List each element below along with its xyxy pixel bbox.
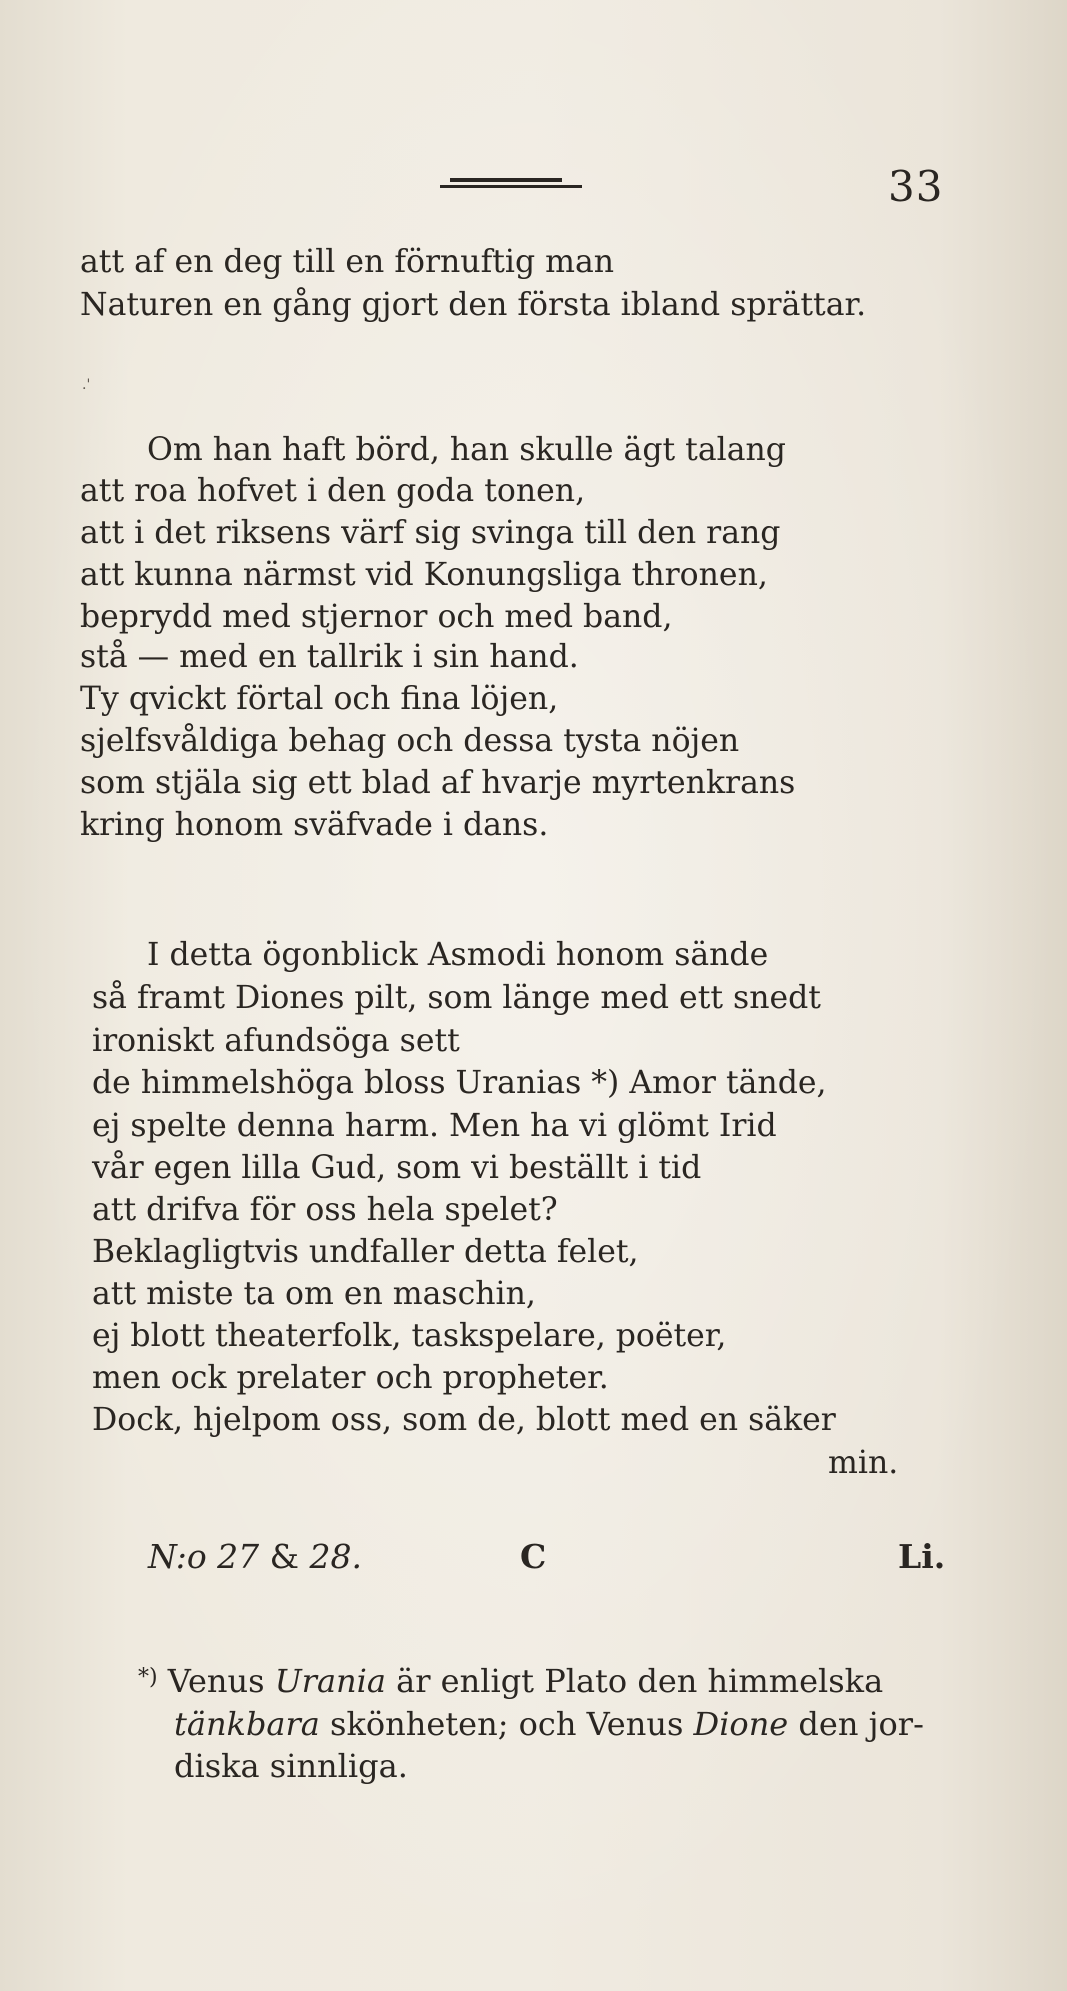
poem-line: som stjäla sig ett blad af hvarje myrtenkrans xyxy=(80,765,796,801)
footnote-line: diska sinnliga. xyxy=(174,1747,408,1785)
poem-line: Ty qvickt förtal och fina löjen, xyxy=(80,681,559,717)
poem-line: att drifva för oss hela spelet? xyxy=(92,1192,558,1228)
poem-line: de himmelshöga bloss Uranias *) Amor tände, xyxy=(92,1065,827,1101)
catchword: Li. xyxy=(898,1537,946,1576)
poem-line: stå — med en tallrik i sin hand. xyxy=(80,639,579,675)
poem-line: att roa hofvet i den goda tonen, xyxy=(80,473,586,509)
header-rule xyxy=(440,178,582,192)
poem-line: att kunna närmst vid Konungsliga thronen, xyxy=(80,557,768,593)
turnover-word: min. xyxy=(828,1445,899,1481)
poem-line: ej spelte denna harm. Men ha vi glömt Irid xyxy=(92,1108,777,1144)
poem-line: vår egen lilla Gud, som vi beställt i tid xyxy=(92,1150,702,1186)
poem-line: att miste ta om en maschin, xyxy=(92,1276,536,1312)
footnote-marker: *) xyxy=(138,1665,158,1690)
footnote-line: tänkbara skönheten; och Venus Dione den jor- xyxy=(174,1705,924,1743)
poem-line: ej blott theaterfolk, taskspelare, poëter, xyxy=(92,1318,727,1354)
stray-mark: .' xyxy=(82,377,91,393)
poem-line: att i det riksens värf sig svinga till den rang xyxy=(80,515,781,551)
poem-line: sjelfsvåldiga behag och dessa tysta nöjen xyxy=(80,723,740,759)
footnote-line: *) Venus Urania är enligt Plato den himmelska xyxy=(138,1662,884,1700)
poem-line: men ock prelater och propheter. xyxy=(92,1360,609,1396)
poem-line: Beklagligtvis undfaller detta felet, xyxy=(92,1234,639,1270)
gathering-mark: C xyxy=(520,1537,547,1576)
poem-line: Naturen en gång gjort den första ibland sprättar. xyxy=(80,287,867,323)
poem-line: beprydd med stjernor och med band, xyxy=(80,599,673,635)
poem-line: kring honom sväfvade i dans. xyxy=(80,807,549,843)
poem-line: I detta ögonblick Asmodi honom sände xyxy=(147,937,769,973)
poem-line: att af en deg till en förnuftig man xyxy=(80,244,615,280)
poem-line: Om han haft börd, han skulle ägt talang xyxy=(147,432,786,468)
signature-mark: N:o 27 & 28. xyxy=(148,1537,363,1576)
poem-line: Dock, hjelpom oss, som de, blott med en säker xyxy=(92,1402,836,1438)
poem-line: så framt Diones pilt, som länge med ett snedt xyxy=(92,980,821,1016)
page-number: 33 xyxy=(888,162,944,211)
poem-line: ironiskt afundsöga sett xyxy=(92,1023,460,1059)
